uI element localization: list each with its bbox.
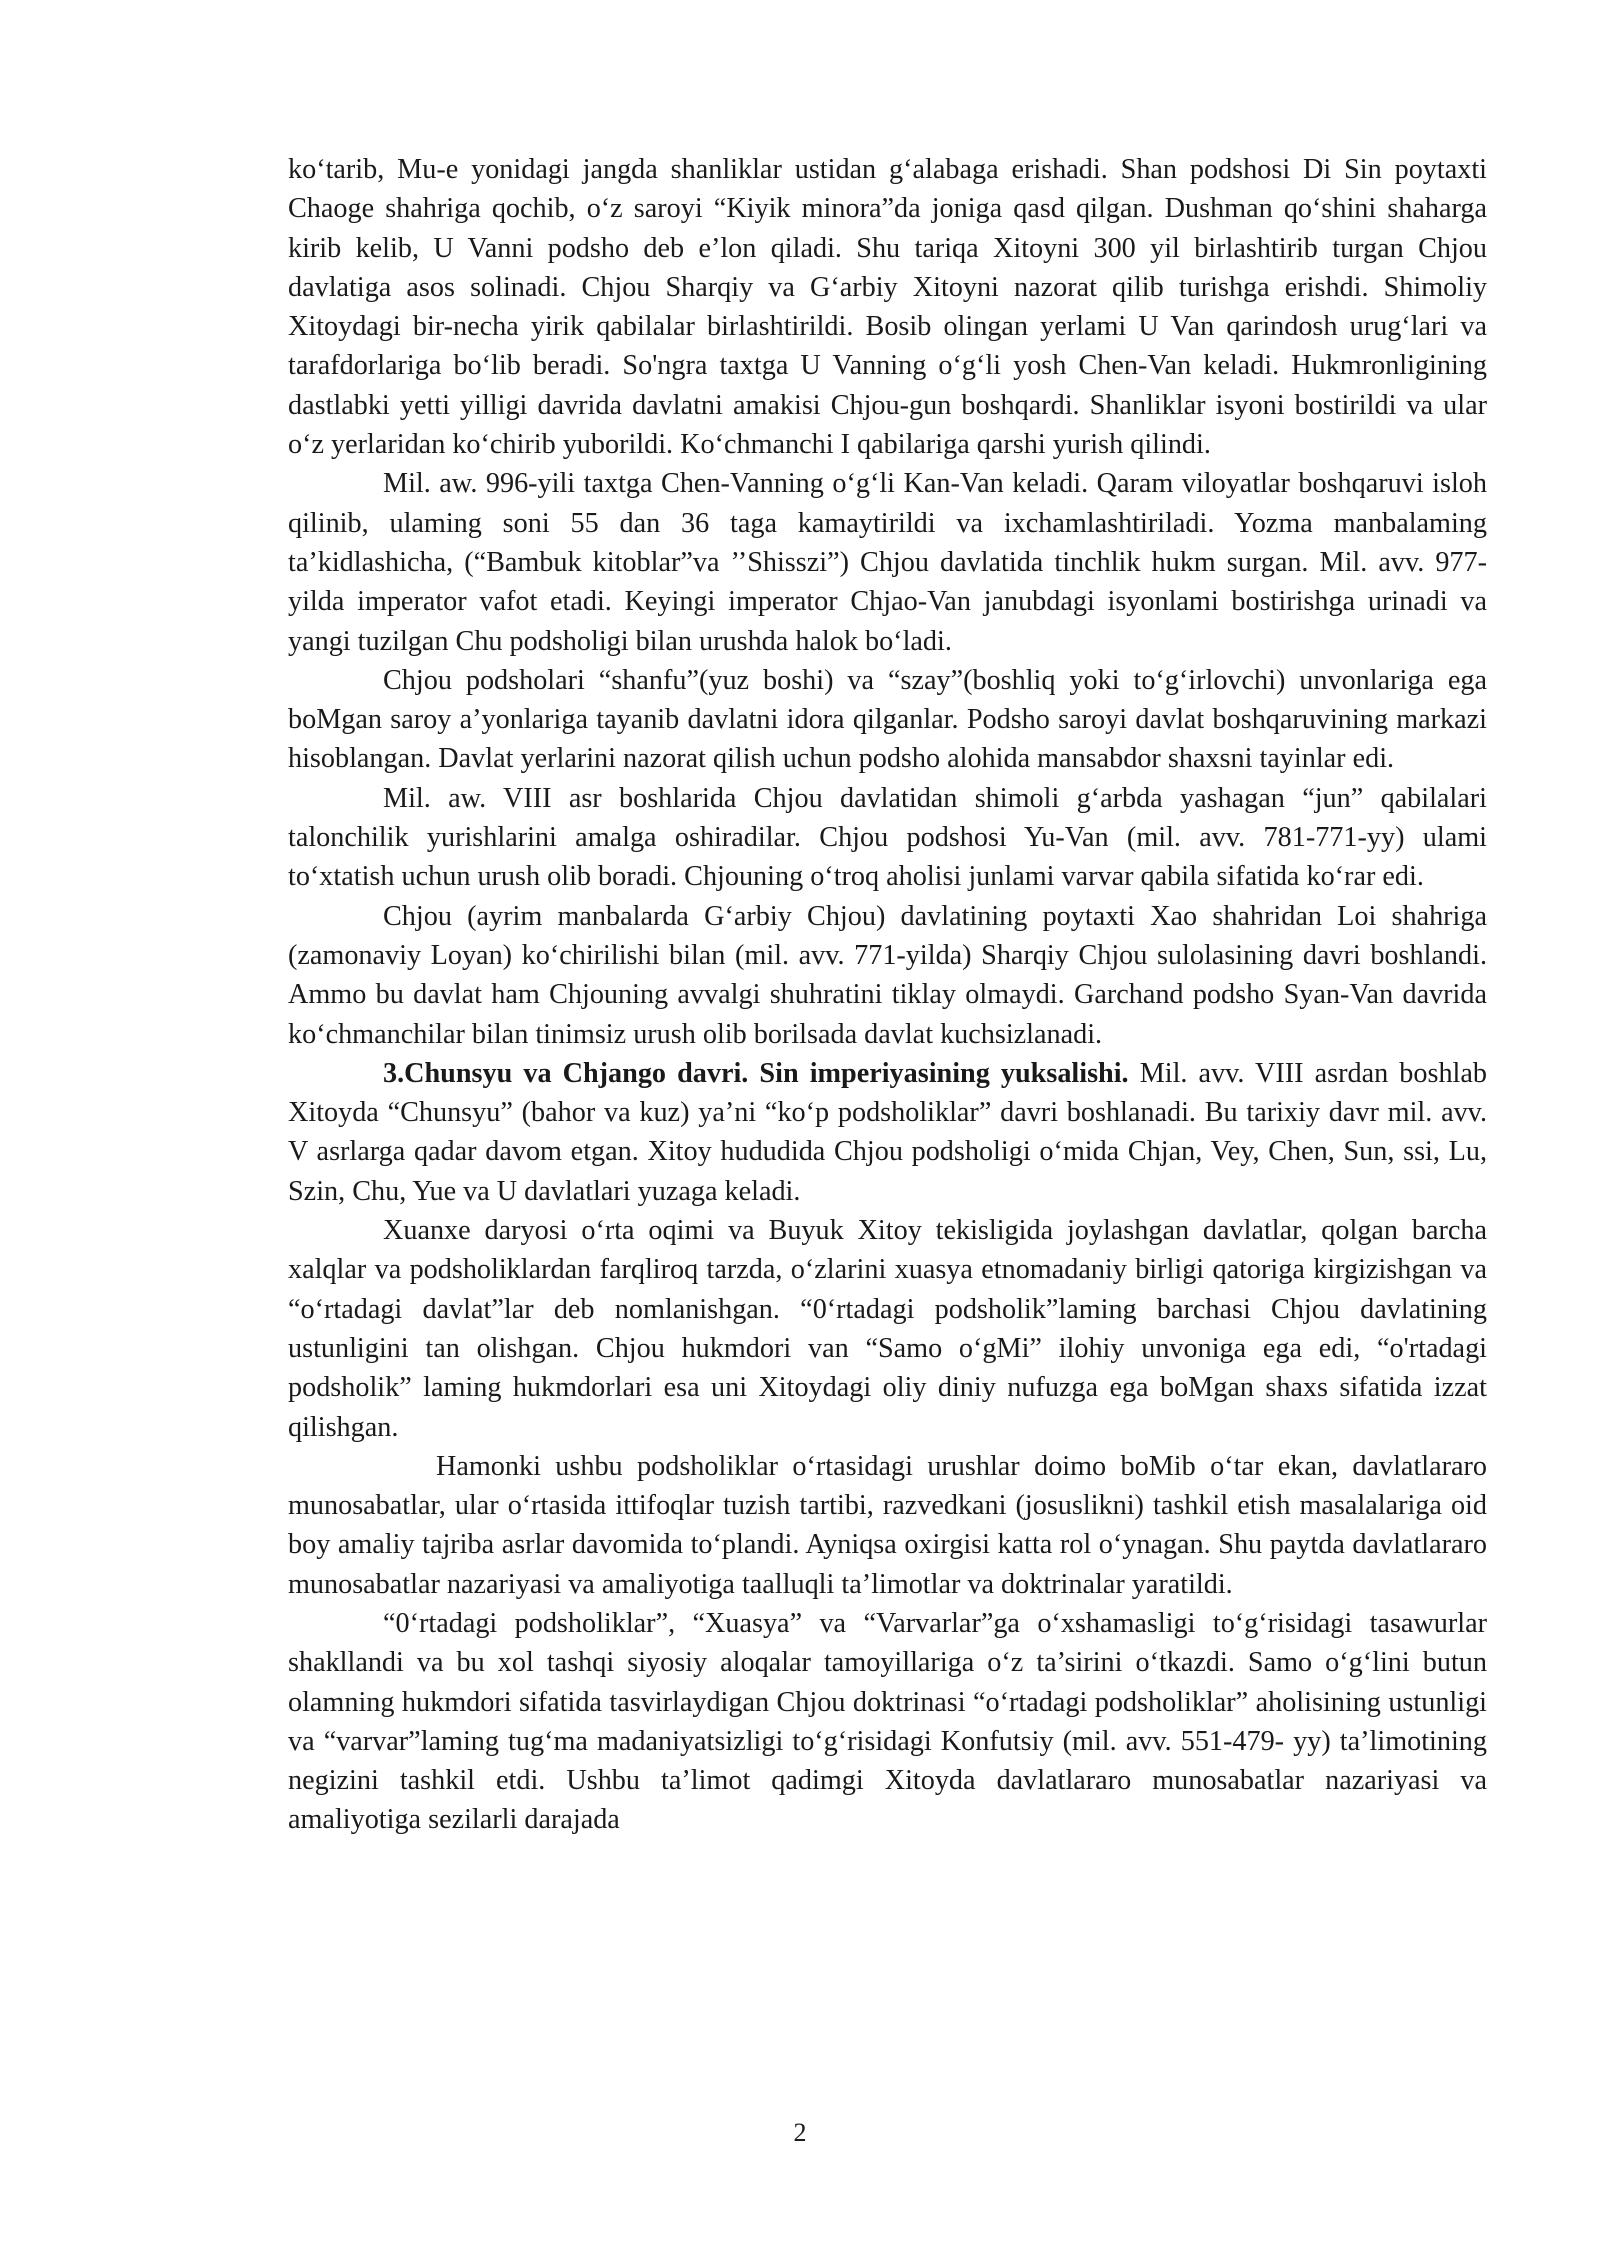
paragraph-9: “0‘rtadagi podsholiklar”, “Xuasya” va “Varvarlar”ga o‘xshamasligi to‘g‘risidagi tasawurlar shakllandi va bu xol tashqi siyosiy aloqalar tamoyillariga o‘z ta’sirini o‘tkazdi. Samo o‘g‘lini butun olamning hukmdori sifatida tasvirlaydigan Chjou doktrinasi “o‘rtadagi podsholiklar” aholisining ustunligi va “varvar”laming tug‘ma madaniyatsizligi to‘g‘risidagi Konfutsiy (mil. avv. 551-479- yy) ta’limotining negizini tashkil etdi. Ushbu ta’limot qadimgi Xitoyda davlatlararo munosabatlar nazariyasi va amaliyotiga sezilarli darajada [288,1607,1487,1836]
document-page [288,150,1487,1840]
paragraph-6-section [288,1054,1487,1211]
paragraph-2: Mil. aw. 996-yili taxtga Chen-Vanning o‘g‘li Kan-Van keladi. Qaram viloyatlar boshqaruvi isloh qilinib, ulaming soni 55 dan 36 taga kamaytirildi va ixchamlashtiriladi. Yozma manbalaming ta’kidlashicha, (“Bambuk kitoblar”va ’’Shisszi”) Chjou davlatida tinchlik hukm surgan. Mil. avv. 977-yilda imperator vafot etadi. Keyingi imperator Chjao-Van janubdagi isyonlami bostirishga urinadi va yangi tuzilgan Chu podsholigi bilan urushda halok bo‘ladi. [288,468,1487,657]
paragraph-3: Chjou podsholari “shanfu”(yuz boshi) va “szay”(boshliq yoki to‘g‘irlovchi) unvonlariga ega boMgan saroy a’yonlariga tayanib davlatni idora qilganlar. Podsho saroyi davlat boshqaruvining markazi hisoblangan. Davlat yerlarini nazorat qilish uchun podsho alohida mansabdor shaxsni tayinlar edi. [288,664,1487,775]
page-number: 2 [793,2118,807,2147]
section-heading: 3.Chunsyu va Chjango davri. Sin imperiyasining yuksalishi. [383,1057,1129,1089]
paragraph-4: Mil. aw. VIII asr boshlarida Chjou davlatidan shimoli g‘arbda yashagan “jun” qabilalari talonchilik yurishlarini amalga oshiradilar. Chjou podshosi Yu-Van (mil. avv. 781-771-yy) ulami to‘xtatish uchun urush olib boradi. Chjouning o‘troq aholisi junlami varvar qabila sifatida ko‘rar edi. [288,782,1487,893]
paragraph-1: ko‘tarib, Mu-e yonidagi jangda shanliklar ustidan g‘alabaga erishadi. Shan podshosi Di Sin poytaxti Chaoge shahriga qochib, o‘z saroyi “Kiyik minora”da joniga qasd qilgan. Dushman qo‘shini shaharga kirib kelib, U Vanni podsho deb e’lon qiladi. Shu tariqa Xitoyni 300 yil birlashtirib turgan Chjou davlatiga asos solinadi. Chjou Sharqiy va G‘arbiy Xitoyni nazorat qilib turishga erishdi. Shimoliy Xitoydagi bir-necha yirik qabilalar birlashtirildi. Bosib olingan yerlami U Van qarindosh urug‘lari va tarafdorlariga bo‘lib beradi. So'ngra taxtga U Vanning o‘g‘li yosh Chen-Van keladi. Hukmronligining dastlabki yetti yilligi davrida davlatni amakisi Chjou-gun boshqardi. Shanliklar isyoni bostirildi va ular o‘z yerlaridan ko‘chirib yuborildi. Ko‘chmanchi I qabilariga qarshi yurish qilindi. [288,154,1487,461]
paragraph-7: Xuanxe daryosi o‘rta oqimi va Buyuk Xitoy tekisligida joylashgan davlatlar, qolgan barcha xalqlar va podsholiklardan farqliroq tarzda, o‘zlarini xuasya etnomadaniy birligi qatoriga kirgizishgan va “o‘rtadagi davlat”lar deb nomlanishgan. “0‘rtadagi podsholik”laming barchasi Chjou davlatining ustunligini tan olishgan. Chjou hukmdori van “Samo o‘gMi” ilohiy unvoniga ega edi, “o'rtadagi podsholik” laming hukmdorlari esa uni Xitoydagi oliy diniy nufuzga ega boMgan shaxs sifatida izzat qilishgan. [288,1215,1487,1443]
section-text: Mil. avv. VIII asrdan boshlab Xitoyda “Chunsyu” (bahor va kuz) ya’ni “ko‘p podsholiklar” davri boshlanadi. Bu tarixiy davr mil. avv. V asrlarga qadar davom etgan. Xitoy hududida Chjou podsholigi o‘mida Chjan, Vey, Chen, Sun, ssi, Lu, Szin, Chu, Yue va U davlatlari yuzaga keladi. [288,1057,1487,1207]
paragraph-5: Chjou (ayrim manbalarda G‘arbiy Chjou) davlatining poytaxti Xao shahridan Loi shahriga (zamonaviy Loyan) ko‘chirilishi bilan (mil. avv. 771-yilda) Sharqiy Chjou sulolasining davri boshlandi. Ammo bu davlat ham Chjouning avvalgi shuhratini tiklay olmaydi. Garchand podsho Syan-Van davrida ko‘chmanchilar bilan tinimsiz urush olib borilsada davlat kuchsizlanadi. [288,900,1487,1050]
paragraph-8: Hamonki ushbu podsholiklar o‘rtasidagi urushlar doimo boMib o‘tar ekan, davlatlararo munosabatlar, ular o‘rtasida ittifoqlar tuzish tartibi, razvedkani (josuslikni) tashkil etish masalalariga oid boy amaliy tajriba asrlar davomida to‘plandi. Ayniqsa oxirgisi katta rol o‘ynagan. Shu paytda davlatlararo munosabatlar nazariyasi va amaliyotiga taalluqli ta’limotlar va doktrinalar yaratildi. [288,1450,1487,1600]
